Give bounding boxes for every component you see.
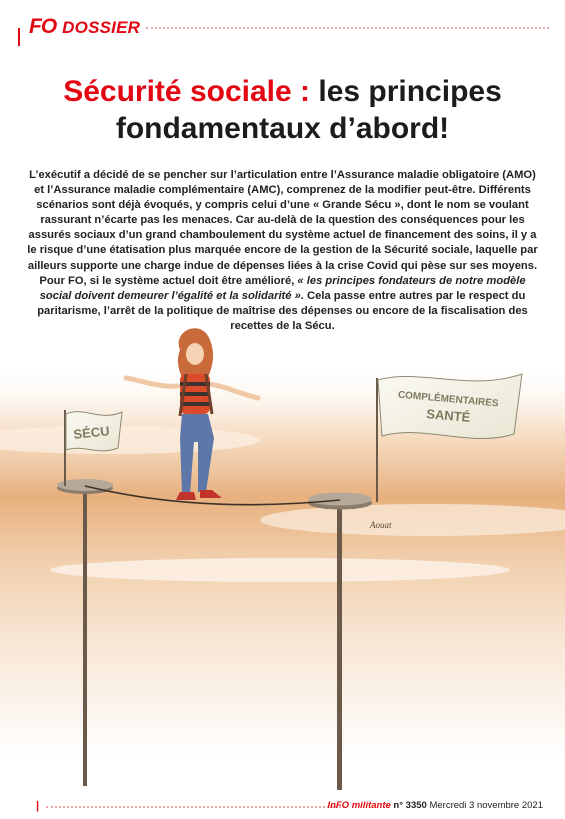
flag-right-label-1: COMPLÉMENTAIRES (397, 389, 499, 410)
title-part-1: Sécurité sociale : (63, 75, 311, 108)
page-number: | (36, 800, 40, 812)
page-title (20, 73, 545, 147)
fo-logo: FO (29, 15, 57, 38)
flag-left-label: SÉCU (72, 423, 111, 442)
lead-text-1: L’exécutif a décidé de se pencher sur l’articulation entre l’Assurance maladie obligatoire (AMO) et l’Assurance maladie complémentaire (AMC), comprenez de la modifier peut-être. Différents scénarios sont déjà évoqués, y compris celui d’une « Grande Sécu », dont le nom se voulant rassurant n’écarte pas les menaces. Car au-delà de la question des conséquences pour les assurés sociaux d’un grand chamboulement du système actuel de financement des soins, il y a le risque d’une étatisation plus marquée encore de la gestion de la Sécurité sociale, laquelle par ailleurs supporte une charge indue de dépenses liées à la crise Covid qui pèse sur ses moyens. Pour FO, si le système actuel doit être amélioré, (27, 169, 538, 287)
publication-info (327, 800, 543, 811)
title-part-3: fondamentaux d’abord! (115, 112, 450, 145)
corner-mark (18, 28, 20, 46)
footer-divider (46, 806, 345, 808)
header (29, 15, 140, 39)
flag-right-label-2: SANTÉ (425, 406, 471, 425)
issue-number: n° 3350 (393, 800, 427, 811)
title-part-2: les principes (318, 75, 502, 108)
lead-text-2: Cela passe entre autres par le respect du paritarisme, l’arrêt de la politique de maîtrise des dépenses ou encore de la fiscalisation des recettes de la Sécu. (37, 289, 528, 332)
artist-signature: Aouat (370, 520, 392, 530)
rubric-label: DOSSIER (62, 18, 141, 37)
issue-date: Mercredi 3 novembre 2021 (429, 800, 543, 811)
publication-logo: InFO (327, 800, 350, 811)
cloud-3 (50, 558, 510, 582)
lead-quote: « les principes fondateurs de notre modèle social doivent demeurer l’égalité et la solidarité ». (39, 274, 526, 302)
header-divider (146, 27, 549, 29)
tightrope-illustration (0, 320, 565, 790)
footer (0, 798, 565, 816)
lead-paragraph (24, 168, 541, 334)
publication-name: militante (351, 800, 391, 811)
